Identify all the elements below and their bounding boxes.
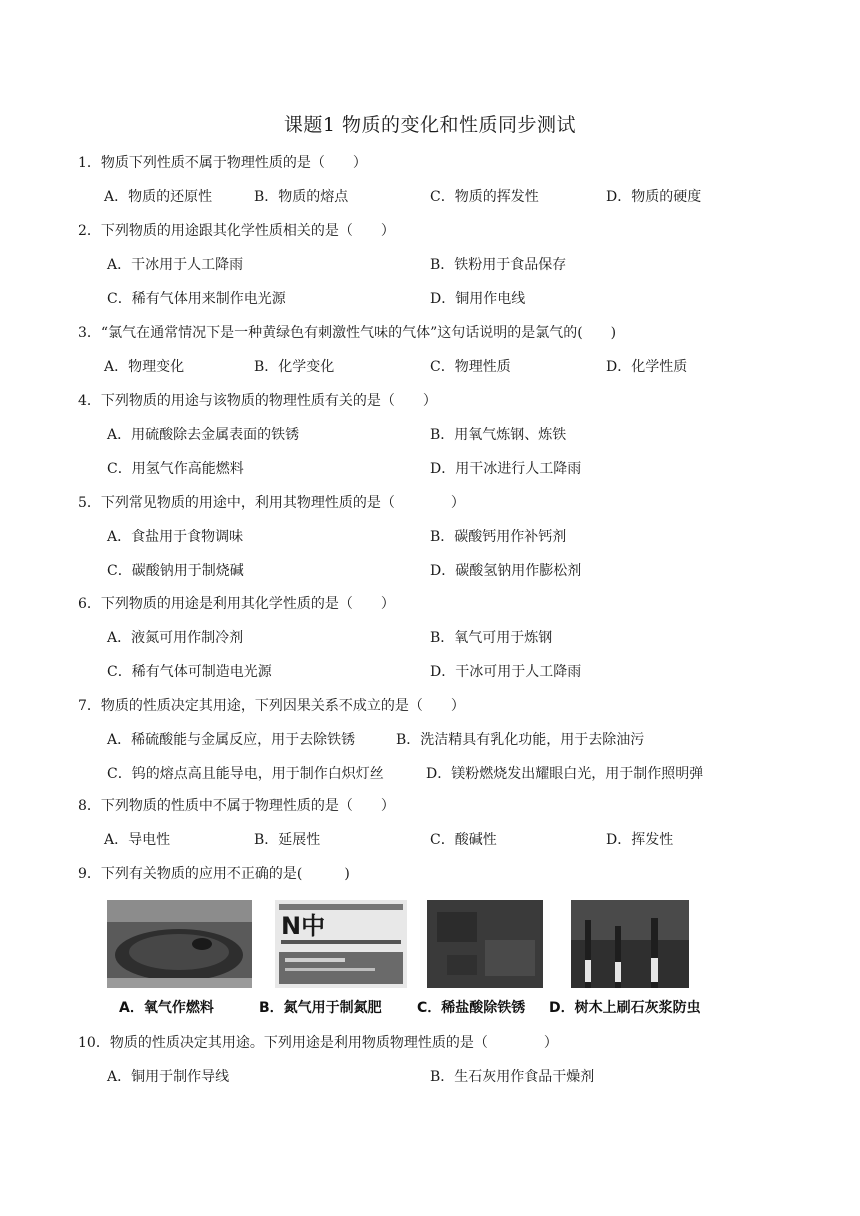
- question-1-stem: 1．物质下列性质不属于物理性质的是（ ）: [78, 155, 367, 171]
- question-5-options-row-1: [0, 527, 860, 547]
- question-6-options-row-2: [0, 662, 860, 682]
- figure-b-caption: B．氮气用于制氮肥: [259, 1000, 382, 1016]
- question-7-option-d: D．镁粉燃烧发出耀眼白光，用于制作照明弹: [426, 766, 704, 782]
- question-3-option-a: A．物理变化: [104, 359, 185, 375]
- photo-c-rusty-iron: [427, 900, 543, 988]
- question-2-option-c: C．稀有气体用来制作电光源: [107, 291, 286, 307]
- question-1-option-b: B．物质的熔点: [254, 189, 349, 205]
- question-2-option-a: A．干冰用于人工降雨: [107, 257, 244, 273]
- question-7-options-row-1: [0, 730, 860, 750]
- question-1-option-d: D．物质的硬度: [606, 189, 702, 205]
- question-8-option-b: B．延展性: [254, 832, 321, 848]
- figure-c-caption: C．稀盐酸除铁锈: [417, 1000, 526, 1016]
- question-8-option-c: C．酸碱性: [430, 832, 497, 848]
- question-5-option-d: D．碳酸氢钠用作膨松剂: [430, 563, 582, 579]
- question-5-option-b: B．碳酸钙用作补钙剂: [430, 529, 567, 545]
- question-10-stem: 10．物质的性质决定其用途。下列用途是利用物质物理性质的是（ ）: [78, 1035, 558, 1051]
- question-3-options: [0, 357, 860, 377]
- question-4-option-c: C．用氢气作高能燃料: [107, 461, 244, 477]
- question-8-stem: 8．下列物质的性质中不属于物理性质的是（ ）: [78, 798, 395, 814]
- question-8-options: [0, 830, 860, 850]
- figure-a-caption: A．氧气作燃料: [119, 1000, 214, 1016]
- question-2-stem: 2．下列物质的用途跟其化学性质相关的是（ ）: [78, 223, 395, 239]
- question-1-options: [0, 187, 860, 207]
- question-4-options-row-2: [0, 459, 860, 479]
- photo-d-whitewashed-trees: [571, 900, 689, 988]
- question-4-options-row-1: [0, 425, 860, 445]
- photo-b-brand-logo: N中: [281, 912, 326, 940]
- question-2-options-row-1: [0, 255, 860, 275]
- question-7-option-c: C．钨的熔点高且能导电，用于制作白炽灯丝: [107, 766, 384, 782]
- question-5-option-a: A．食盐用于食物调味: [107, 529, 244, 545]
- question-6-option-a: A．液氮可用作制冷剂: [107, 630, 244, 646]
- question-4-option-d: D．用干冰进行人工降雨: [430, 461, 582, 477]
- question-6-options-row-1: [0, 628, 860, 648]
- question-4-stem: 4．下列物质的用途与该物质的物理性质有关的是（ ）: [78, 393, 437, 409]
- question-2-option-b: B．铁粉用于食品保存: [430, 257, 567, 273]
- question-8-option-d: D．挥发性: [606, 832, 674, 848]
- question-10-option-b: B．生石灰用作食品干燥剂: [430, 1069, 595, 1085]
- question-4-option-a: A．用硫酸除去金属表面的铁锈: [107, 427, 300, 443]
- question-2-option-d: D．铜用作电线: [430, 291, 526, 307]
- question-5-stem: 5．下列常见物质的用途中，利用其物理性质的是（ ）: [78, 495, 465, 511]
- question-3-option-d: D．化学性质: [606, 359, 688, 375]
- question-9-stem: 9．下列有关物质的应用不正确的是( ): [78, 866, 350, 882]
- question-2-options-row-2: [0, 289, 860, 309]
- question-5-options-row-2: [0, 561, 860, 581]
- question-3-option-c: C．物理性质: [430, 359, 511, 375]
- question-3-option-b: B．化学变化: [254, 359, 335, 375]
- figure-d-caption: D．树木上刷石灰浆防虫: [549, 1000, 701, 1016]
- question-6-option-b: B．氧气可用于炼钢: [430, 630, 553, 646]
- question-1-option-a: A．物质的还原性: [104, 189, 213, 205]
- photo-b-fertilizer-bag: [275, 900, 407, 988]
- question-7-option-a: A．稀硫酸能与金属反应，用于去除铁锈: [107, 732, 356, 748]
- question-6-option-d: D．干冰可用于人工降雨: [430, 664, 582, 680]
- question-3-stem: 3．“氯气在通常情况下是一种黄绿色有刺激性气味的气体”这句话说明的是氯气的( ): [78, 325, 617, 341]
- question-8-option-a: A．导电性: [104, 832, 171, 848]
- question-10-option-a: A．铜用于制作导线: [107, 1069, 230, 1085]
- question-5-option-c: C．碳酸钠用于制烧碱: [107, 563, 244, 579]
- question-9-figures: [105, 900, 705, 1020]
- question-7-option-b: B．洗洁精具有乳化功能，用于去除油污: [396, 732, 645, 748]
- question-6-stem: 6．下列物质的用途是利用其化学性质的是（ ）: [78, 596, 395, 612]
- question-7-options-row-2: [0, 764, 860, 784]
- photo-a-gas-burner: [107, 900, 252, 988]
- question-6-option-c: C．稀有气体可制造电光源: [107, 664, 272, 680]
- question-4-option-b: B．用氧气炼钢、炼铁: [430, 427, 567, 443]
- question-7-stem: 7．物质的性质决定其用途，下列因果关系不成立的是（ ）: [78, 698, 465, 714]
- question-1-option-c: C．物质的挥发性: [430, 189, 539, 205]
- question-10-options-row-1: [0, 1067, 860, 1087]
- worksheet-title: 课题1 物质的变化和性质同步测试: [283, 114, 577, 136]
